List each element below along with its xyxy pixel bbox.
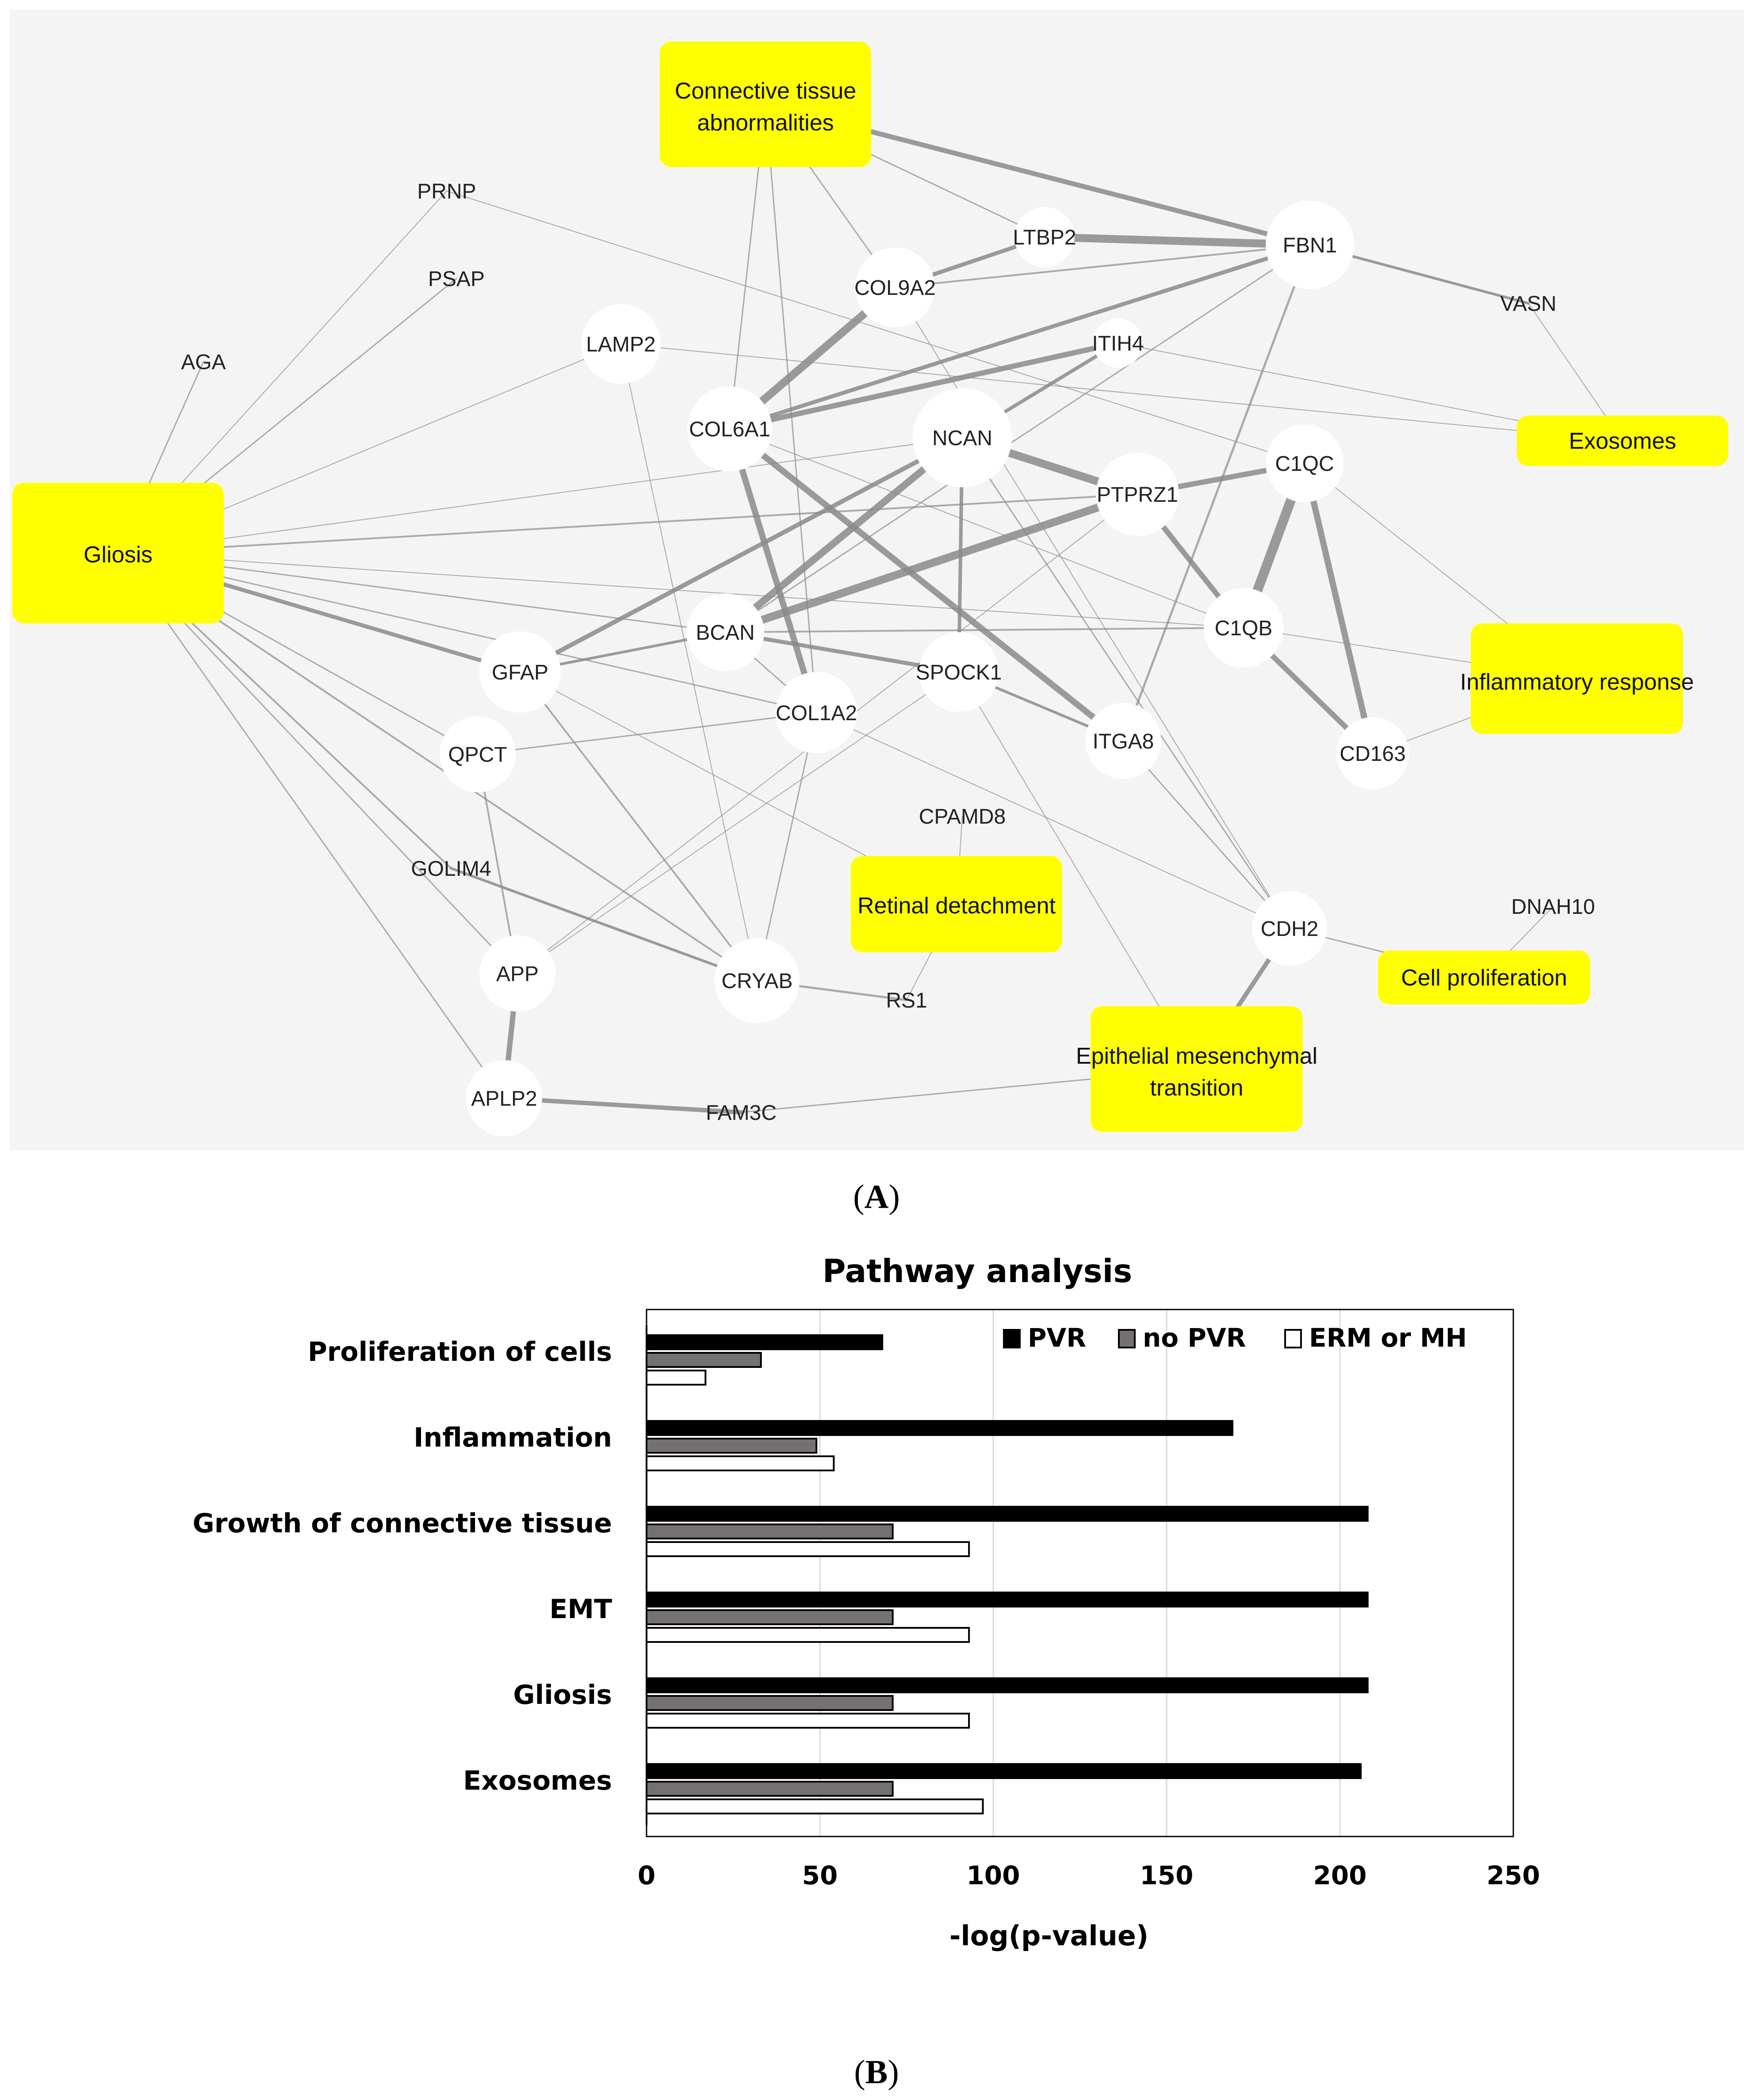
x-tick-200: 200	[1313, 1860, 1367, 1890]
gene-label: PRNP	[417, 180, 476, 203]
gene-label: CPAMD8	[919, 805, 1006, 829]
chart-title: Pathway analysis	[822, 1252, 1133, 1290]
gene-label: QPCT	[448, 743, 507, 767]
bar-no-pvr-growth-of-connective-tissue	[647, 1524, 893, 1539]
gene-label: DNAH10	[1511, 895, 1595, 919]
bar-pvr-gliosis	[647, 1678, 1368, 1692]
gene-node-col1a2[interactable]	[776, 672, 857, 753]
gene-node-golim4[interactable]	[411, 857, 491, 881]
gene-label: COL1A2	[775, 702, 857, 725]
gene-label: APLP2	[471, 1087, 537, 1111]
gene-node-gfap[interactable]	[479, 631, 561, 713]
gene-label: ITIH4	[1092, 332, 1144, 355]
bar-no-pvr-exosomes	[647, 1782, 893, 1796]
gene-node-ptprz1[interactable]	[1096, 453, 1179, 536]
gene-node-lamp2[interactable]	[581, 304, 661, 384]
bar-erm-or-mh-inflammation	[647, 1456, 834, 1470]
gene-label: AGA	[181, 351, 226, 374]
chart-bars	[647, 1335, 1368, 1814]
legend-item-erm-or-mh	[1285, 1323, 1467, 1353]
pathway-label: Cell proliferation	[1401, 965, 1567, 991]
gene-node-app[interactable]	[479, 935, 555, 1012]
pathway-label: Retinal detachment	[857, 893, 1056, 919]
pathway-node-connective[interactable]	[660, 42, 871, 167]
gene-label: ITGA8	[1092, 730, 1154, 753]
legend-item-pvr	[1004, 1323, 1086, 1353]
pathway-label: Inflammatory response	[1460, 669, 1694, 695]
gene-node-itga8[interactable]	[1085, 703, 1161, 779]
category-label-emt: EMT	[549, 1594, 612, 1625]
gene-node-dnah10[interactable]	[1511, 895, 1595, 919]
legend-label-no-pvr: no PVR	[1143, 1323, 1246, 1353]
gene-label: CD163	[1340, 742, 1406, 766]
gene-node-psap[interactable]	[428, 267, 485, 291]
bar-pvr-proliferation-of-cells	[647, 1335, 882, 1349]
pathway-node-inflammatory[interactable]	[1460, 623, 1694, 734]
gene-label: LAMP2	[586, 333, 656, 356]
legend-swatch-pvr	[1004, 1330, 1020, 1348]
x-tick-50: 50	[802, 1860, 838, 1890]
bar-pvr-exosomes	[647, 1764, 1361, 1778]
pathway-label: transition	[1150, 1075, 1244, 1101]
category-label-gliosis: Gliosis	[513, 1680, 612, 1711]
gene-label: SPOCK1	[915, 661, 1002, 684]
x-tick-100: 100	[966, 1860, 1020, 1890]
gene-node-vasn[interactable]	[1500, 292, 1556, 316]
pathway-label: Connective tissue	[674, 78, 857, 104]
gene-label: C1QC	[1275, 452, 1334, 476]
bar-erm-or-mh-exosomes	[647, 1799, 983, 1814]
chart-gridlines	[647, 1310, 1340, 1837]
gene-node-aga[interactable]	[181, 351, 226, 374]
bar-no-pvr-inflammation	[647, 1439, 816, 1453]
bar-pvr-emt	[647, 1592, 1368, 1607]
gene-label: RS1	[886, 989, 927, 1012]
x-axis-label: -log(p-value)	[949, 1920, 1149, 1952]
gene-label: APP	[496, 962, 539, 986]
bar-no-pvr-proliferation-of-cells	[647, 1353, 761, 1367]
gene-node-cdh2[interactable]	[1252, 891, 1327, 966]
legend-label-pvr: PVR	[1028, 1323, 1087, 1353]
bar-no-pvr-gliosis	[647, 1696, 893, 1710]
gene-label: C1QB	[1214, 617, 1273, 640]
gene-node-cd163[interactable]	[1336, 717, 1409, 790]
category-labels	[193, 1336, 612, 1796]
pathway-node-emt[interactable]	[1076, 1006, 1317, 1132]
pathway-label: abnormalities	[697, 110, 834, 136]
legend-item-no-pvr	[1119, 1323, 1246, 1353]
pathway-label: Exosomes	[1569, 428, 1676, 454]
legend-swatch-no-pvr	[1119, 1330, 1135, 1348]
pathway-label: Epithelial mesenchymal	[1076, 1043, 1318, 1069]
category-label-growth-of-connective-tissue: Growth of connective tissue	[192, 1508, 612, 1539]
gene-node-qpct[interactable]	[440, 716, 516, 792]
panel-b-caption: (B)	[854, 2054, 899, 2091]
gene-node-rs1[interactable]	[886, 989, 927, 1012]
gene-label: GFAP	[491, 661, 549, 684]
x-tick-labels	[638, 1860, 1540, 1890]
network-panel	[10, 10, 1744, 1150]
gene-node-prnp[interactable]	[417, 180, 476, 203]
gene-node-fbn1[interactable]	[1266, 201, 1354, 289]
bar-pvr-growth-of-connective-tissue	[647, 1507, 1368, 1521]
panel-a-caption: (A)	[853, 1178, 900, 1215]
x-tick-150: 150	[1140, 1860, 1194, 1890]
legend	[1004, 1323, 1467, 1353]
gene-node-cryab[interactable]	[715, 938, 800, 1023]
gene-node-ncan[interactable]	[913, 388, 1012, 487]
pathway-node-retinal[interactable]	[851, 856, 1062, 952]
gene-label: GOLIM4	[411, 857, 491, 881]
gene-node-c1qb[interactable]	[1204, 588, 1283, 668]
gene-label: PTPRZ1	[1096, 483, 1179, 507]
gene-label: PSAP	[428, 267, 485, 291]
gene-label: LTBP2	[1013, 226, 1076, 249]
bar-erm-or-mh-proliferation-of-cells	[647, 1371, 705, 1385]
legend-label-erm-or-mh: ERM or MH	[1309, 1323, 1467, 1353]
gene-label: CDH2	[1260, 917, 1319, 941]
bar-pvr-inflammation	[647, 1421, 1232, 1435]
legend-swatch-erm-or-mh	[1285, 1330, 1301, 1348]
bar-erm-or-mh-emt	[647, 1628, 969, 1642]
category-label-exosomes: Exosomes	[463, 1765, 612, 1796]
x-tick-250: 250	[1486, 1860, 1540, 1890]
x-tick-0: 0	[637, 1860, 656, 1890]
gene-label: VASN	[1500, 292, 1557, 316]
gene-node-cpamd8[interactable]	[919, 805, 1006, 829]
gene-label: CRYAB	[721, 970, 793, 993]
bar-erm-or-mh-gliosis	[647, 1714, 969, 1728]
gene-label: COL6A1	[689, 418, 771, 441]
gene-label: FAM3C	[705, 1101, 777, 1125]
gene-node-c1qc[interactable]	[1266, 424, 1343, 502]
pathway-node-gliosis[interactable]	[12, 483, 224, 623]
bar-no-pvr-emt	[647, 1610, 893, 1624]
gene-label: FBN1	[1282, 234, 1337, 257]
pathway-node-box	[1091, 1006, 1303, 1132]
gene-node-col6a1[interactable]	[687, 386, 772, 471]
pathway-node-box	[660, 42, 871, 167]
gene-label: BCAN	[696, 621, 755, 645]
gene-node-bcan[interactable]	[686, 593, 764, 671]
pathway-node-exosomes[interactable]	[1517, 416, 1728, 466]
plot-frame	[647, 1310, 1513, 1837]
pathway-node-cellprolif[interactable]	[1378, 951, 1590, 1004]
gene-node-aplp2[interactable]	[466, 1060, 542, 1136]
gene-label: NCAN	[932, 427, 993, 450]
gene-label: COL9A2	[854, 276, 936, 300]
pathway-label: Gliosis	[83, 542, 153, 568]
bar-erm-or-mh-growth-of-connective-tissue	[647, 1542, 969, 1556]
gene-node-fam3c[interactable]	[706, 1101, 777, 1125]
category-label-inflammation: Inflammation	[413, 1422, 612, 1453]
category-label-proliferation-of-cells: Proliferation of cells	[307, 1336, 612, 1367]
pathway-chart	[193, 1252, 1540, 1952]
